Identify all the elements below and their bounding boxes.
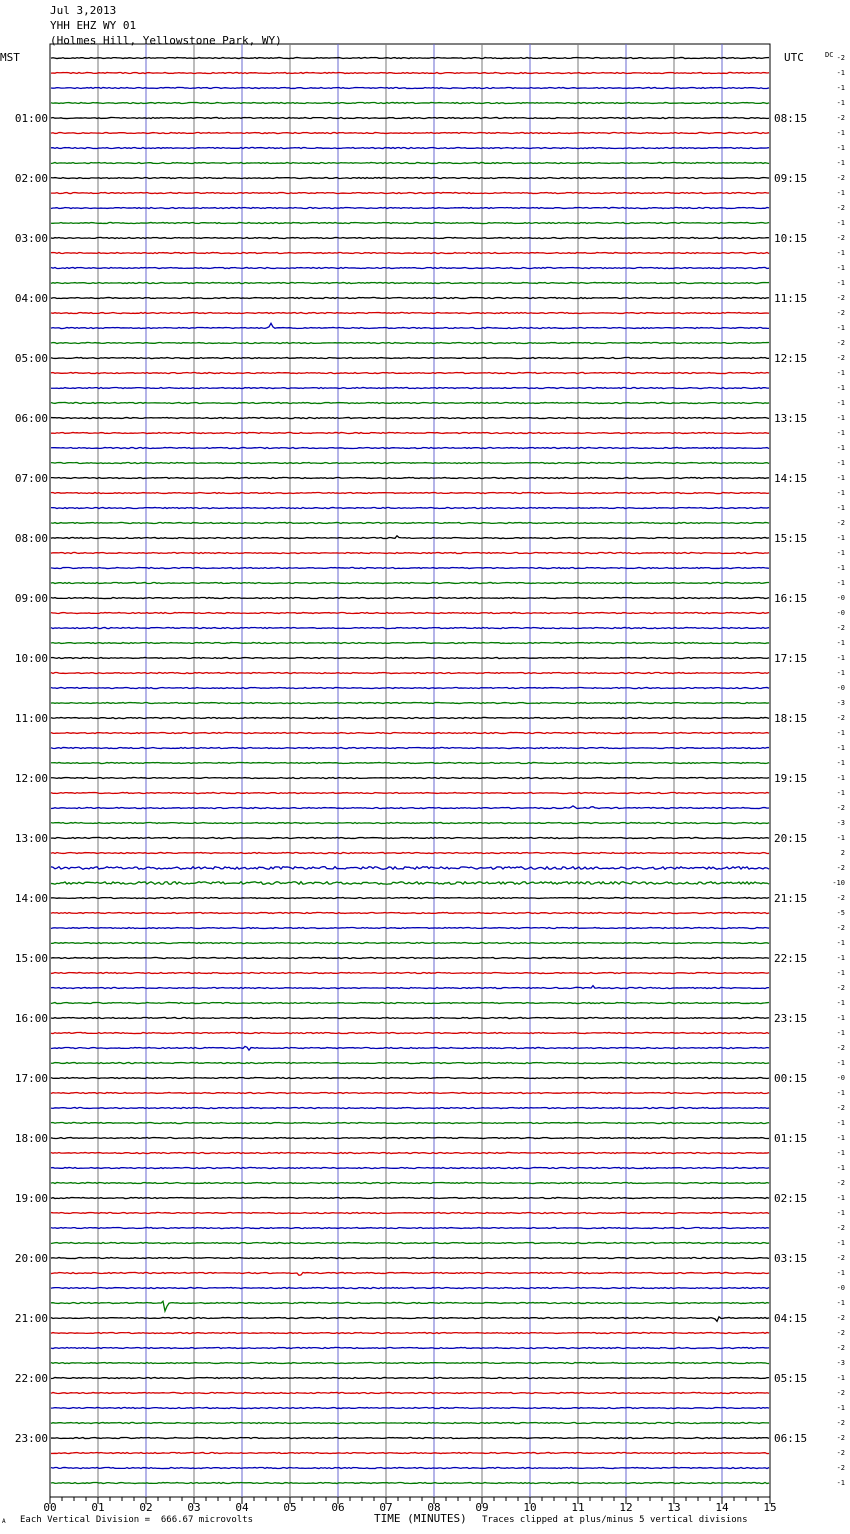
dc-offset-label: -1 (836, 219, 845, 227)
dc-offset-label: -2 (836, 309, 845, 317)
utc-hour-label: 01:15 (774, 1132, 808, 1145)
mst-hour-label: 21:00 (14, 1312, 48, 1325)
dc-offset-label: -1 (836, 789, 845, 797)
seismic-trace (51, 323, 769, 328)
x-tick-label: 05 (283, 1501, 297, 1514)
dc-offset-label: -1 (836, 144, 845, 152)
dc-offset-label: -2 (836, 174, 845, 182)
clip-note: Traces clipped at plus/minus 5 vertical divisions (482, 1515, 748, 1525)
dc-offset-label: -1 (836, 324, 845, 332)
seismic-trace (51, 747, 769, 748)
dc-offset-label: -1 (836, 954, 845, 962)
x-axis-title: TIME (MINUTES) (374, 1512, 467, 1525)
dc-offset-label: -1 (836, 1209, 845, 1217)
seismic-trace (51, 1212, 769, 1213)
seismic-trace (51, 447, 769, 448)
seismic-trace (51, 192, 769, 193)
seismic-trace (51, 1137, 769, 1138)
seismic-trace (51, 1362, 769, 1363)
seismic-trace (51, 986, 769, 989)
dc-offset-label: -1 (836, 549, 845, 557)
x-tick-label: 11 (571, 1501, 585, 1514)
seismic-trace (51, 822, 769, 823)
station-code: YHH EHZ WY 01 (50, 19, 137, 32)
x-tick-label: 10 (523, 1501, 537, 1514)
seismic-trace (51, 1392, 769, 1393)
dc-offset-label: -1 (836, 639, 845, 647)
seismic-trace (51, 312, 769, 313)
seismic-trace (51, 777, 769, 778)
seismic-trace (51, 1467, 769, 1468)
seismic-trace (51, 1122, 769, 1123)
seismic-trace (51, 342, 769, 343)
dc-offset-label: -1 (836, 564, 845, 572)
mst-hour-label: 01:00 (14, 112, 48, 125)
x-tick-label: 03 (187, 1501, 201, 1514)
chart-date: Jul 3,2013 (50, 4, 117, 17)
dc-offset-label: -1 (836, 939, 845, 947)
dc-offset-label: 2 (840, 849, 845, 857)
dc-offset-label: -1 (836, 129, 845, 137)
dc-offset-label: -1 (836, 1059, 845, 1067)
seismic-trace (51, 1077, 769, 1078)
dc-offset-label: -2 (836, 1419, 845, 1427)
utc-hour-label: 05:15 (774, 1372, 808, 1385)
seismic-trace (51, 642, 769, 643)
seismic-trace (51, 972, 769, 973)
seismic-trace (51, 417, 769, 418)
utc-hour-label: 03:15 (774, 1252, 808, 1265)
utc-hour-label: 06:15 (774, 1432, 808, 1445)
seismic-trace (51, 687, 769, 688)
seismic-trace (51, 162, 769, 163)
dc-offset-label: -1 (836, 1404, 845, 1412)
seismic-trace (51, 717, 769, 718)
seismic-trace (51, 522, 769, 523)
dc-offset-label: -2 (836, 1329, 845, 1337)
seismic-trace (51, 1332, 769, 1333)
seismic-trace (51, 117, 769, 118)
mst-hour-label: 06:00 (14, 412, 48, 425)
utc-hour-label: 21:15 (774, 892, 808, 905)
seismic-trace (51, 806, 769, 809)
dc-offset-label: -2 (836, 234, 845, 242)
seismic-trace (51, 147, 769, 148)
seismic-trace (51, 582, 769, 583)
dc-offset-label: -1 (836, 759, 845, 767)
x-tick-label: 02 (139, 1501, 153, 1514)
dc-offset-label: -0 (836, 1074, 845, 1082)
seismic-trace (51, 1152, 769, 1153)
seismic-trace (51, 702, 769, 703)
mst-hour-label: 02:00 (14, 172, 48, 185)
seismic-trace (51, 882, 769, 885)
dc-offset-label: -2 (836, 54, 845, 62)
seismic-trace (51, 1227, 769, 1228)
seismic-trace (51, 567, 769, 568)
seismic-trace (51, 837, 769, 838)
mst-hour-label: 07:00 (14, 472, 48, 485)
seismic-trace (51, 672, 769, 673)
seismic-trace (51, 1377, 769, 1378)
vertical-scale-note: Each Vertical Division = 666.67 microvolts (20, 1515, 253, 1525)
utc-hour-label: 10:15 (774, 232, 808, 245)
dc-offset-label: -1 (836, 1164, 845, 1172)
seismic-trace (51, 1407, 769, 1408)
dc-offset-label: -1 (836, 1089, 845, 1097)
seismic-trace (51, 1452, 769, 1453)
dc-offset-label: -1 (836, 1014, 845, 1022)
dc-offset-label: -1 (836, 834, 845, 842)
seismic-trace (51, 627, 769, 628)
dc-offset-label: -1 (836, 189, 845, 197)
seismic-trace (51, 1242, 769, 1243)
dc-offset-label: -1 (836, 1299, 845, 1307)
seismic-trace (51, 792, 769, 793)
seismic-trace (51, 1287, 769, 1288)
dc-offset-label: -1 (836, 1119, 845, 1127)
x-tick-label: 09 (475, 1501, 489, 1514)
dc-offset-label: -2 (836, 339, 845, 347)
utc-hour-label: 13:15 (774, 412, 808, 425)
seismic-trace (51, 1182, 769, 1183)
dc-offset-label: -2 (836, 1044, 845, 1052)
dc-offset-label: -2 (836, 1434, 845, 1442)
mst-hour-label: 11:00 (14, 712, 48, 725)
mst-hour-label: 16:00 (14, 1012, 48, 1025)
dc-offset-label: -1 (836, 1269, 845, 1277)
seismic-trace (51, 102, 769, 103)
dc-offset-label: -1 (836, 504, 845, 512)
mst-hour-label: 22:00 (14, 1372, 48, 1385)
seismic-trace (51, 87, 769, 88)
dc-offset-label: -2 (836, 354, 845, 362)
dc-offset-label: -1 (836, 444, 845, 452)
x-tick-label: 07 (379, 1501, 393, 1514)
seismic-trace (51, 852, 769, 853)
mst-hour-label: 10:00 (14, 652, 48, 665)
dc-offset-label: -1 (836, 429, 845, 437)
dc-offset-label: -10 (832, 879, 845, 887)
station-location: (Holmes Hill, Yellowstone Park, WY) (50, 34, 282, 47)
seismic-trace (51, 1062, 769, 1063)
mst-hour-label: 19:00 (14, 1192, 48, 1205)
dc-offset-label: -1 (836, 1374, 845, 1382)
seismic-trace (51, 612, 769, 613)
dc-offset-label: -1 (836, 249, 845, 257)
dc-offset-label: -1 (836, 399, 845, 407)
seismic-trace (51, 1167, 769, 1168)
dc-offset-label: -1 (836, 264, 845, 272)
seismic-trace (51, 867, 769, 870)
utc-hour-label: 22:15 (774, 952, 808, 965)
seismic-trace (51, 1257, 769, 1258)
utc-hour-label: 11:15 (774, 292, 808, 305)
utc-hour-label: 14:15 (774, 472, 808, 485)
seismic-trace (51, 897, 769, 898)
dc-offset-label: -0 (836, 594, 845, 602)
dc-offset-label: -1 (836, 159, 845, 167)
dc-offset-label: -0 (836, 684, 845, 692)
x-tick-label: 14 (715, 1501, 729, 1514)
dc-offset-label: -2 (836, 519, 845, 527)
seismic-trace (51, 237, 769, 238)
utc-hour-label: 08:15 (774, 112, 808, 125)
mst-hour-label: 12:00 (14, 772, 48, 785)
seismic-trace (51, 297, 769, 298)
x-tick-label: 00 (43, 1501, 57, 1514)
dc-offset-label: -1 (836, 1149, 845, 1157)
dc-offset-label: -1 (836, 459, 845, 467)
dc-offset-label: -1 (836, 384, 845, 392)
seismic-trace (51, 432, 769, 433)
mst-hour-label: 13:00 (14, 832, 48, 845)
utc-hour-label: 12:15 (774, 352, 808, 365)
dc-offset-label: -1 (836, 279, 845, 287)
seismic-trace (51, 1032, 769, 1033)
x-tick-label: 04 (235, 1501, 249, 1514)
seismic-trace (51, 942, 769, 943)
mst-hour-label: 17:00 (14, 1072, 48, 1085)
utc-hour-label: 09:15 (774, 172, 808, 185)
utc-hour-label: 16:15 (774, 592, 808, 605)
dc-offset-label: -1 (836, 729, 845, 737)
mst-hour-label: 05:00 (14, 352, 48, 365)
dc-offset-label: -2 (836, 1254, 845, 1262)
mst-hour-label: 14:00 (14, 892, 48, 905)
utc-hour-label: 02:15 (774, 1192, 808, 1205)
dc-offset-label: -2 (836, 1224, 845, 1232)
seismic-trace (51, 207, 769, 208)
dc-offset-label: -1 (836, 1239, 845, 1247)
dc-offset-label: -2 (836, 204, 845, 212)
mst-hour-label: 04:00 (14, 292, 48, 305)
dc-offset-label: -2 (836, 714, 845, 722)
utc-hour-label: 20:15 (774, 832, 808, 845)
dc-offset-label: -1 (836, 84, 845, 92)
utc-hour-label: 00:15 (774, 1072, 808, 1085)
seismic-trace (51, 372, 769, 373)
dc-offset-label: -1 (836, 774, 845, 782)
dc-offset-label: -1 (836, 1194, 845, 1202)
dc-offset-label: -2 (836, 984, 845, 992)
dc-offset-label: -1 (836, 414, 845, 422)
seismic-trace (51, 267, 769, 268)
mst-hour-label: 03:00 (14, 232, 48, 245)
seismic-trace (51, 1272, 769, 1275)
seismic-trace (51, 1092, 769, 1093)
seismic-trace (51, 1017, 769, 1018)
seismic-trace (51, 462, 769, 463)
seismic-trace (51, 1301, 769, 1311)
x-tick-label: 08 (427, 1501, 441, 1514)
plot-frame (50, 44, 770, 1497)
dc-offset-label: -2 (836, 864, 845, 872)
mst-hour-label: 20:00 (14, 1252, 48, 1265)
seismic-trace (51, 252, 769, 253)
seismic-trace (51, 927, 769, 928)
mst-hour-label: 18:00 (14, 1132, 48, 1145)
dc-offset-label: -1 (836, 999, 845, 1007)
seismic-trace (51, 912, 769, 913)
utc-hour-label: 18:15 (774, 712, 808, 725)
seismic-trace (51, 536, 769, 539)
seismic-trace (51, 402, 769, 403)
seismic-trace (51, 1437, 769, 1438)
dc-offset-label: -1 (836, 474, 845, 482)
dc-offset-label: -2 (836, 624, 845, 632)
seismic-trace (51, 222, 769, 223)
seismic-trace (51, 1107, 769, 1108)
dc-label: DC (825, 51, 834, 59)
x-tick-label: 01 (91, 1501, 105, 1514)
dc-offset-label: -1 (836, 1134, 845, 1142)
dc-offset-label: -1 (836, 534, 845, 542)
dc-offset-label: -3 (836, 1359, 845, 1367)
dc-offset-label: -1 (836, 489, 845, 497)
seismic-trace (51, 957, 769, 958)
dc-offset-label: -2 (836, 294, 845, 302)
dc-offset-label: -1 (836, 579, 845, 587)
seismic-trace (51, 1482, 769, 1483)
seismic-trace (51, 732, 769, 733)
dc-offset-label: -1 (836, 654, 845, 662)
x-tick-label: 15 (763, 1501, 777, 1514)
seismic-trace (51, 1197, 769, 1198)
dc-offset-label: -1 (836, 1479, 845, 1487)
mst-axis-label: MST (0, 51, 20, 64)
seismic-trace (51, 507, 769, 508)
dc-offset-label: -3 (836, 819, 845, 827)
mst-hour-label: 09:00 (14, 592, 48, 605)
seismic-trace (51, 552, 769, 553)
mst-hour-label: 08:00 (14, 532, 48, 545)
dc-offset-label: -1 (836, 369, 845, 377)
dc-offset-label: -2 (836, 1449, 845, 1457)
dc-offset-label: -2 (836, 804, 845, 812)
dc-offset-label: -1 (836, 744, 845, 752)
mst-hour-label: 23:00 (14, 1432, 48, 1445)
dc-offset-label: -2 (836, 924, 845, 932)
mst-hour-label: 15:00 (14, 952, 48, 965)
utc-hour-label: 15:15 (774, 532, 808, 545)
seismic-trace (51, 477, 769, 478)
utc-axis-label: UTC (784, 51, 804, 64)
x-tick-label: 06 (331, 1501, 345, 1514)
dc-offset-label: -2 (836, 1389, 845, 1397)
seismic-trace (51, 1046, 769, 1050)
seismic-trace (51, 357, 769, 358)
seismic-trace (51, 1422, 769, 1423)
dc-offset-label: -2 (836, 1179, 845, 1187)
x-tick-label: 13 (667, 1501, 681, 1514)
corner-mark: A (2, 1518, 6, 1525)
utc-hour-label: 17:15 (774, 652, 808, 665)
dc-offset-label: -2 (836, 1104, 845, 1112)
seismic-trace (51, 597, 769, 598)
utc-hour-label: 04:15 (774, 1312, 808, 1325)
seismic-trace (51, 1317, 769, 1322)
seismic-trace (51, 762, 769, 763)
dc-offset-label: -0 (836, 1284, 845, 1292)
dc-offset-label: -3 (836, 699, 845, 707)
dc-offset-label: -2 (836, 1314, 845, 1322)
seismic-trace (51, 132, 769, 133)
dc-offset-label: -2 (836, 894, 845, 902)
seismic-trace (51, 657, 769, 658)
seismic-trace (51, 1002, 769, 1003)
seismic-trace (51, 1347, 769, 1348)
dc-offset-label: -2 (836, 1344, 845, 1352)
utc-hour-label: 23:15 (774, 1012, 808, 1025)
seismic-trace (51, 177, 769, 178)
dc-offset-label: -1 (836, 1029, 845, 1037)
dc-offset-label: -2 (836, 1464, 845, 1472)
dc-offset-label: -2 (836, 114, 845, 122)
seismic-trace (51, 282, 769, 283)
dc-offset-label: -5 (836, 909, 845, 917)
seismic-trace (51, 72, 769, 73)
dc-offset-label: -1 (836, 669, 845, 677)
dc-offset-label: -1 (836, 99, 845, 107)
dc-offset-label: -0 (836, 609, 845, 617)
dc-offset-label: -1 (836, 69, 845, 77)
seismic-trace (51, 387, 769, 388)
utc-hour-label: 19:15 (774, 772, 808, 785)
x-tick-label: 12 (619, 1501, 633, 1514)
dc-offset-label: -1 (836, 969, 845, 977)
seismic-trace (51, 492, 769, 493)
seismic-trace (51, 57, 769, 58)
